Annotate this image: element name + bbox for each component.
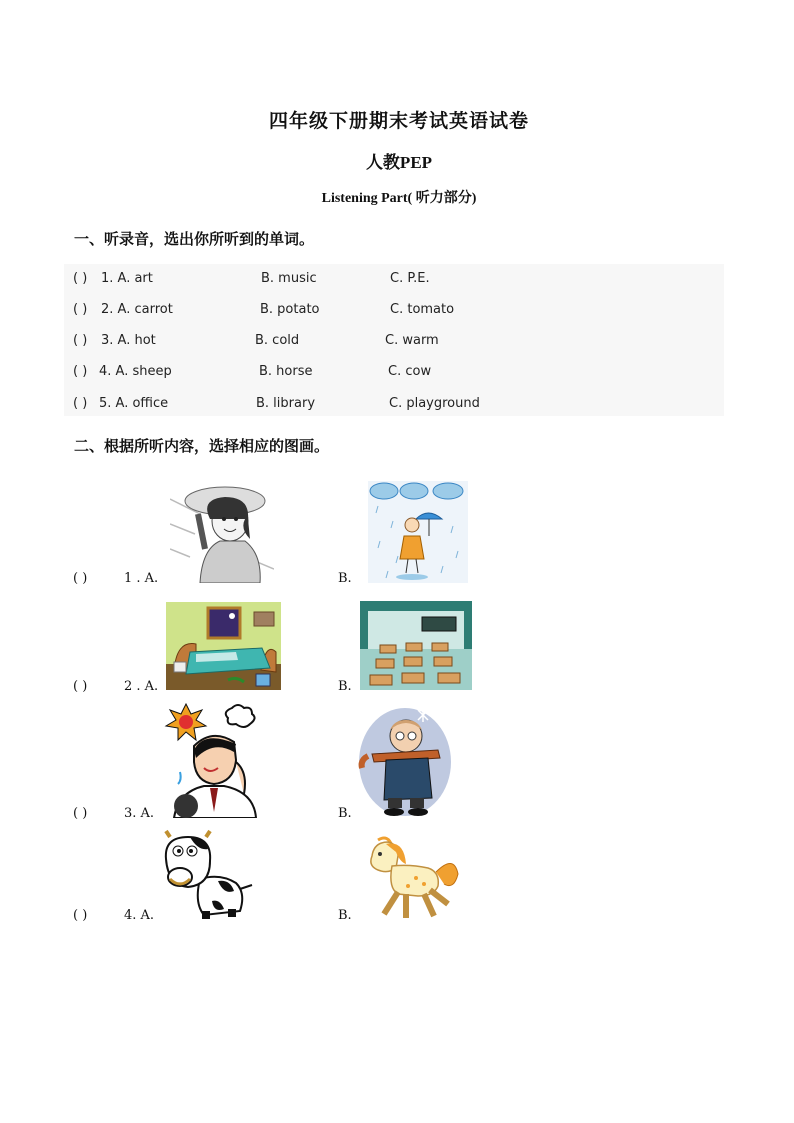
option-a: 3. A. hot — [101, 333, 156, 348]
option-b-label: B. — [338, 679, 352, 694]
section2-heading: 二、根据所听内容，选择相应的图画。 — [74, 439, 330, 455]
option-c: C. tomato — [390, 302, 455, 317]
answer-paren[interactable]: ( ) — [73, 364, 88, 379]
option-b-label: B. — [338, 571, 352, 586]
option-b: B. library — [256, 396, 316, 411]
option-b: B. horse — [259, 364, 313, 379]
rainy-girl-umbrella-icon[interactable] — [368, 481, 468, 583]
option-a-label: 4. A. — [124, 908, 155, 923]
answer-paren[interactable]: ( ) — [73, 302, 88, 317]
section1-heading: 一、听录音，选出你所听到的单词。 — [74, 232, 315, 248]
answer-paren[interactable]: ( ) — [73, 396, 88, 411]
windy-girl-icon[interactable] — [170, 479, 274, 583]
option-a-label: 2 . A. — [124, 679, 159, 694]
option-a-label: 3. A. — [124, 806, 155, 821]
page-title: 四年级下册期末考试英语试卷 — [268, 111, 529, 132]
option-a: 4. A. sheep — [99, 364, 172, 379]
option-b-label: B. — [338, 908, 352, 923]
answer-paren[interactable]: ( ) — [73, 908, 88, 923]
option-a: 5. A. office — [99, 396, 169, 411]
bedroom-icon[interactable] — [166, 602, 281, 690]
option-c: C. P.E. — [390, 271, 430, 286]
option-c: C. cow — [388, 364, 432, 379]
hot-man-icon[interactable] — [164, 702, 260, 818]
option-c: C. warm — [385, 333, 439, 348]
option-a: 1. A. art — [101, 271, 153, 286]
page-subtitle: 人教PEP — [365, 153, 433, 172]
answer-paren[interactable]: ( ) — [73, 679, 88, 694]
option-a-label: 1 . A. — [124, 571, 159, 586]
answer-paren[interactable]: ( ) — [73, 571, 88, 586]
option-b: B. music — [261, 271, 317, 286]
option-b: B. potato — [260, 302, 320, 317]
option-b: B. cold — [255, 333, 300, 348]
option-a: 2. A. carrot — [101, 302, 173, 317]
answer-paren[interactable]: ( ) — [73, 333, 88, 348]
cold-boy-icon[interactable] — [358, 706, 452, 818]
cow-icon[interactable] — [160, 829, 256, 921]
answer-paren[interactable]: ( ) — [73, 271, 88, 286]
option-b-label: B. — [338, 806, 352, 821]
part-title: Listening Part( 听力部分) — [321, 191, 477, 206]
horse-icon[interactable] — [358, 834, 462, 922]
answer-paren[interactable]: ( ) — [73, 806, 88, 821]
classroom-icon[interactable] — [360, 601, 472, 690]
option-c: C. playground — [389, 396, 480, 411]
